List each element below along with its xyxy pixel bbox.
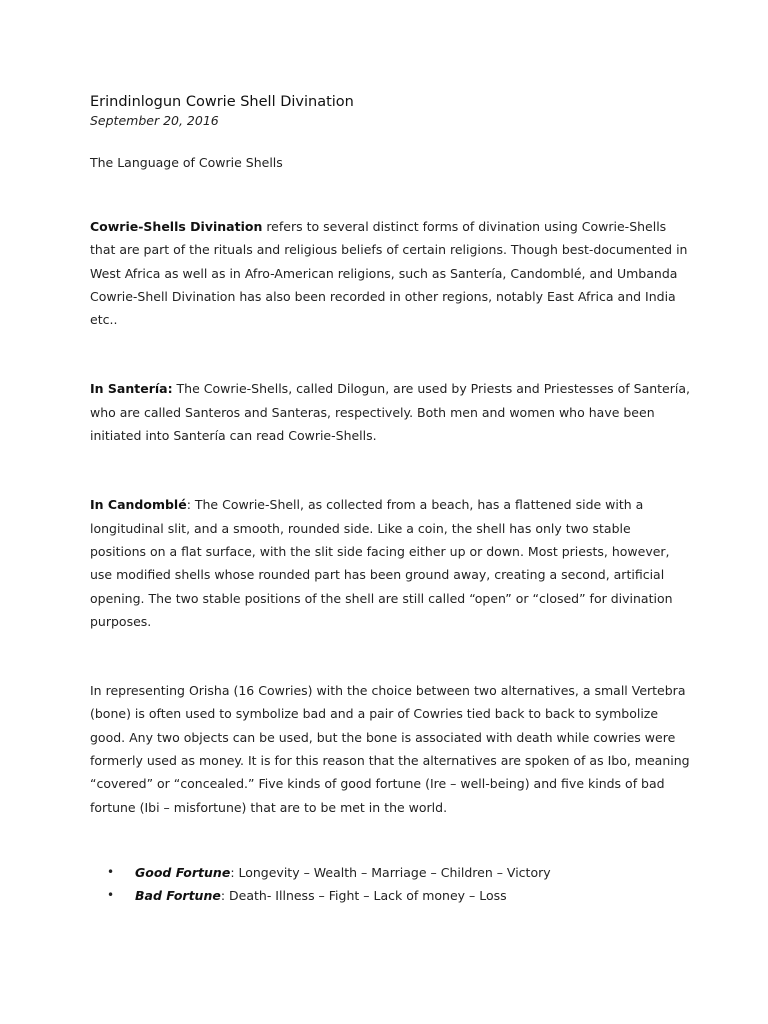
list-item-text: : Death- Illness – Fight – Lack of money – Loss bbox=[220, 888, 507, 904]
document-title: Erindinlogun Cowrie Shell Divination bbox=[90, 94, 354, 110]
bullet-icon: • bbox=[107, 888, 115, 903]
list-item-good-fortune bbox=[107, 861, 690, 885]
paragraph-lead-bold: In Santería: bbox=[90, 381, 173, 397]
paragraph-candomble bbox=[90, 493, 690, 633]
paragraph-santeria bbox=[90, 377, 690, 447]
paragraph-text: The Cowrie-Shells, called Dilogun, are used by Priests and Priestesses of Santería, who are called Santeros and Santeras, respectively. Both men and women who have been initiated into Santería can read Cowrie-Shells. bbox=[90, 381, 690, 444]
document-subtitle: The Language of Cowrie Shells bbox=[90, 155, 283, 170]
paragraph-lead-bold: Cowrie-Shells Divination bbox=[90, 219, 263, 234]
paragraph-lead-bold: In Candomblé bbox=[90, 497, 187, 513]
paragraph-orisha: In representing Orisha (16 Cowries) with the choice between two alternatives, a small Vertebra (bone) is often used to symbolize bad and a pair of Cowries tied back to back to symbolize good. Any two objects can be used, but the bone is associated with death while cowries were formerly used as money. It is for this reason that the alternatives are spoken of as Ibo, meaning “covered” or “concealed.” Five kinds of good fortune (Ire – well-being) and five kinds of bad fortune (Ibi – misfortune) that are to be met in the world. bbox=[90, 683, 690, 815]
list-item-label: Good Fortune bbox=[135, 864, 231, 880]
paragraph-cowrie-divination bbox=[90, 215, 690, 331]
document-date: September 20, 2016 bbox=[90, 113, 219, 128]
document-page bbox=[90, 92, 690, 908]
paragraph-text: refers to several distinct forms of divination using Cowrie-Shells that are part of the rituals and religious beliefs of certain religions. Though best-documented in West Africa as well as in Afro-American religions, such as Santería, Candomblé, and Umbanda Cowrie-Shell Divination has also been recorded in other regions, notably East Africa and India etc.. bbox=[90, 219, 688, 328]
bullet-icon: • bbox=[107, 864, 115, 879]
fortune-list bbox=[90, 861, 690, 908]
paragraph-text: : The Cowrie-Shell, as collected from a beach, has a flattened side with a longitudinal slit, and a smooth, rounded side. Like a coin, the shell has only two stable positions on a flat surface, with the slit side facing either up or down. Most priests, however, use modified shells whose rounded part has been ground away, creating a second, artificial opening. The two stable positions of the shell are still called “open” or “closed” for divination purposes. bbox=[90, 497, 673, 629]
list-item-text: : Longevity – Wealth – Marriage – Children – Victory bbox=[230, 864, 551, 880]
list-item-bad-fortune bbox=[107, 884, 690, 908]
list-item-label: Bad Fortune bbox=[135, 888, 221, 904]
